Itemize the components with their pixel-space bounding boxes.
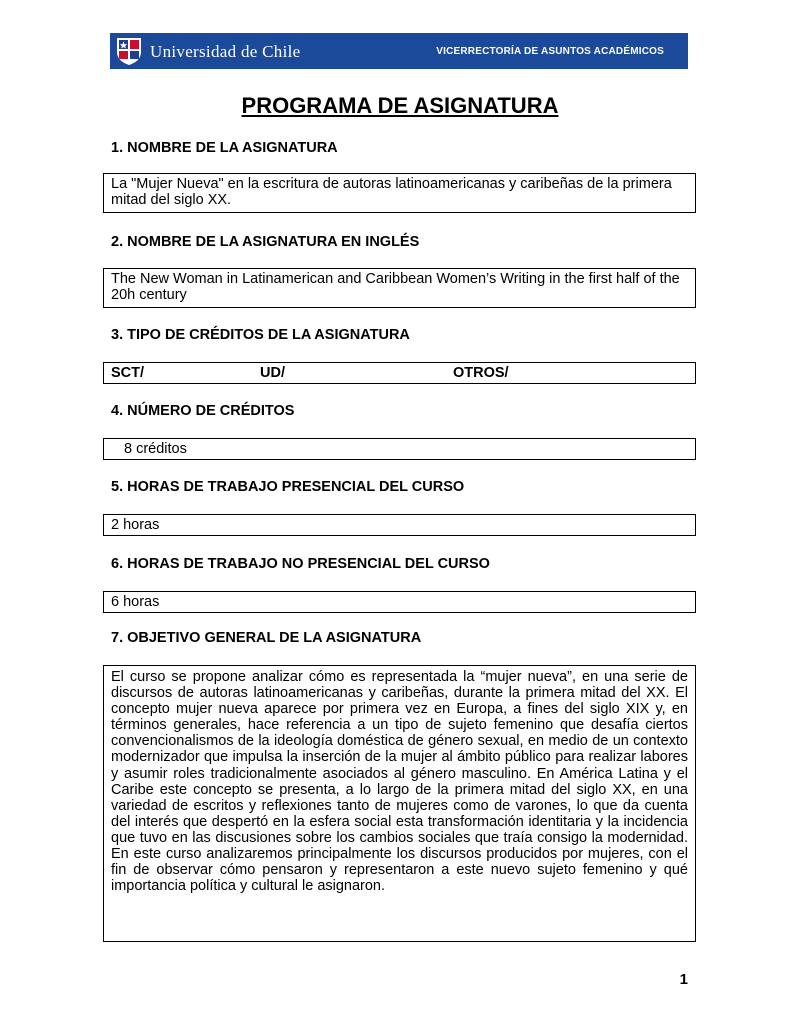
credit-type-box [103, 362, 696, 384]
page-number: 1 [679, 971, 688, 988]
course-name-english-value: The New Woman in Latinamerican and Caribbean Women’s Writing in the first half of the 20h century [111, 271, 680, 303]
section-3-heading: 3. TIPO DE CRÉDITOS DE LA ASIGNATURA [111, 327, 410, 343]
ud-label: UD/ [260, 365, 285, 381]
vicerrectoria-label: VICERRECTORÍA DE ASUNTOS ACADÉMICOS [436, 46, 664, 57]
course-name-english-box [103, 268, 696, 308]
non-presential-hours-box [103, 591, 696, 613]
section-6-heading: 6. HORAS DE TRABAJO NO PRESENCIAL DEL CURSO [111, 556, 490, 572]
presential-hours-box [103, 514, 696, 536]
otros-label: OTROS/ [453, 365, 509, 381]
course-name-box [103, 173, 696, 213]
page-title: PROGRAMA DE ASIGNATURA [241, 93, 559, 118]
university-crest-icon [114, 36, 144, 66]
credits-number-value: 8 créditos [124, 441, 187, 457]
section-4-heading: 4. NÚMERO DE CRÉDITOS [111, 403, 295, 419]
general-objective-box [103, 665, 696, 942]
sct-label: SCT/ [111, 365, 145, 381]
credits-number-box [103, 438, 696, 460]
section-7-heading: 7. OBJETIVO GENERAL DE LA ASIGNATURA [111, 630, 422, 646]
header-banner [110, 33, 688, 69]
general-objective-text: El curso se propone analizar cómo es representada la “mujer nueva”, en una serie de discursos de autoras latinoamericanas y caribeñas, durante la primera mitad del XX. El concepto mujer nueva aparece por primera vez en Europa, a fines del siglo XIX y, en términos generales, hace referencia a un tipo de sujeto femenino que desafía ciertos convencionalismos de la ideología doméstica de género sexual, en medio de un contexto modernizador que impulsa la inserción de la mujer al ámbito público para realizar labores y asumir roles tradicionalmente asociados al género masculino. En América Latina y el Caribe este concepto se presenta, a lo largo de la primera mitad del siglo XX, en una variedad de escritos y reflexiones tanto de mujeres como de varones, lo que da cuenta del interés que despertó en la esfera social esta transformación identitaria y la incidencia que tuvo en las discusiones sobre los cambios sociales que traía consigo la modernidad. En este curso analizaremos principalmente los discursos producidos por mujeres, con el fin de observar cómo pensaron y representaron a este nuevo sujeto femenino y qué importancia política y cultural le asignaron. [111, 669, 688, 895]
section-2-heading: 2. NOMBRE DE LA ASIGNATURA EN INGLÉS [111, 234, 420, 250]
non-presential-hours-value: 6 horas [111, 594, 160, 610]
credit-type-row [111, 365, 689, 381]
course-name-value: La "Mujer Nueva" en la escritura de autoras latinoamericanas y caribeñas de la primera mitad del siglo XX. [111, 176, 672, 208]
section-5-heading: 5. HORAS DE TRABAJO PRESENCIAL DEL CURSO [111, 479, 465, 495]
section-1-heading: 1. NOMBRE DE LA ASIGNATURA [111, 140, 338, 156]
university-name: Universidad de Chile [150, 42, 301, 61]
presential-hours-value: 2 horas [111, 517, 160, 533]
